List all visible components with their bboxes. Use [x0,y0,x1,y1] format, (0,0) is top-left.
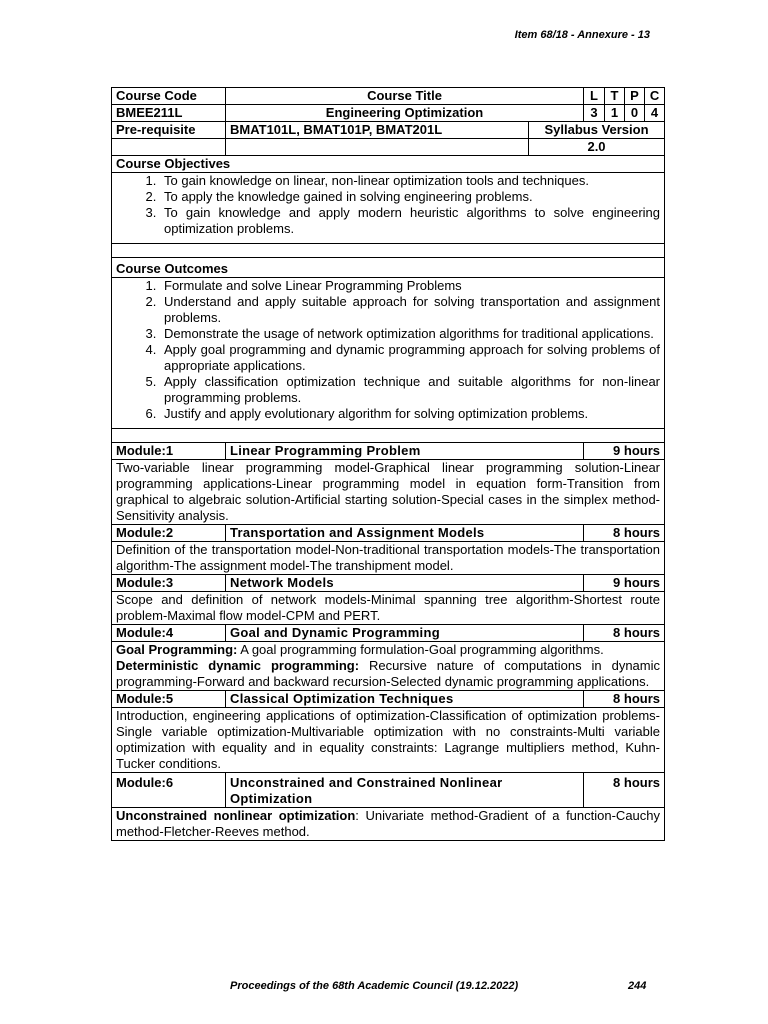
module-content-row [112,542,665,575]
spacer-row [112,429,665,443]
module-subheading: Goal Programming: [116,642,238,657]
module-content-row [112,808,665,841]
module-title: Linear Programming Problem [226,443,584,460]
list-item: 5. Apply classification optimization technique and suitable algorithms for non-linear programming problems. [160,374,660,406]
page-number: 244 [628,980,647,992]
p-label: P [625,88,645,105]
p-value: 0 [625,105,645,122]
course-title: Engineering Optimization [226,105,584,122]
header-reference: Item 68/18 - Annexure - 13 [514,29,650,41]
list-item: 4. Apply goal programming and dynamic programming approach for solving problems of appropriate applications. [160,342,660,374]
syllabus-version-label: Syllabus Version [529,122,665,139]
c-value: 4 [645,105,665,122]
module-header-row [112,525,665,542]
module-header-row [112,773,665,808]
t-value: 1 [605,105,625,122]
spacer-row [112,244,665,258]
t-label: T [605,88,625,105]
module-header-row [112,575,665,592]
module-label: Module:4 [112,625,226,642]
objectives-heading: Course Objectives [112,156,665,173]
syllabus-table [111,87,665,841]
module-hours: 9 hours [584,575,665,592]
l-label: L [584,88,605,105]
footer-text: Proceedings of the 68th Academic Council (19.12.2022) [230,980,519,992]
module-subheading: Deterministic dynamic programming: [116,658,360,673]
list-item: 2. To apply the knowledge gained in solving engineering problems. [160,189,660,205]
module-label: Module:2 [112,525,226,542]
prereq-label: Pre-requisite [112,122,226,139]
module-hours: 8 hours [584,525,665,542]
version-row [112,139,665,156]
module-paragraph: Deterministic dynamic programming: Recursive nature of computations in dynamic programming-Forward and backward recursion-Selected dynamic programming applications. [116,658,661,689]
module-content [112,642,665,691]
module-subheading: Unconstrained nonlinear optimization [116,808,356,823]
course-header-row [112,88,665,105]
outcomes-heading: Course Outcomes [112,258,665,278]
list-item: 2. Understand and apply suitable approach for solving transportation and assignment problems. [160,294,660,326]
list-item: 3. Demonstrate the usage of network optimization algorithms for traditional applications. [160,326,660,342]
outcomes-heading-row [112,258,665,278]
module-header-row [112,625,665,642]
module-title: Goal and Dynamic Programming [226,625,584,642]
list-item: 6. Justify and apply evolutionary algorithm for solving optimization problems. [160,406,660,422]
prereq-value: BMAT101L, BMAT101P, BMAT201L [226,122,529,139]
list-item: 1. Formulate and solve Linear Programming Problems [160,278,660,294]
module-content-row [112,708,665,773]
module-paragraph: Goal Programming: A goal programming formulation-Goal programming algorithms. [116,642,604,657]
prereq-row [112,122,665,139]
module-title: Network Models [226,575,584,592]
list-item: 1. To gain knowledge on linear, non-linear optimization tools and techniques. [160,173,660,189]
module-content-row [112,642,665,691]
module-label: Module:3 [112,575,226,592]
module-title: Transportation and Assignment Models [226,525,584,542]
module-hours: 8 hours [584,691,665,708]
module-header-row [112,691,665,708]
module-label: Module:5 [112,691,226,708]
outcomes-list [116,278,660,422]
module-title: Classical Optimization Techniques [226,691,584,708]
l-value: 3 [584,105,605,122]
module-title: Unconstrained and Constrained Nonlinear Optimization [226,773,584,808]
objectives-row [112,173,665,244]
objectives-heading-row [112,156,665,173]
module-label: Module:1 [112,443,226,460]
module-content: Two-variable linear programming model-Graphical linear programming solution-Linear programming applications-Linear programming model in equation form-Transition from graphical to algebraic solution-Artificial starting solution-Special cases in the simplex method-Sensitivity analysis. [112,460,665,525]
module-content: Unconstrained nonlinear optimization: Univariate method-Gradient of a function-Cauchy method-Fletcher-Reeves method. [112,808,665,841]
module-hours: 8 hours [584,773,665,808]
list-item: 3. To gain knowledge and apply modern heuristic algorithms to solve engineering optimization problems. [160,205,660,237]
module-hours: 9 hours [584,443,665,460]
course-code: BMEE211L [112,105,226,122]
course-code-label: Course Code [112,88,226,105]
module-content-row [112,592,665,625]
module-content-row [112,460,665,525]
objectives-list [116,173,660,237]
c-label: C [645,88,665,105]
module-content: Introduction, engineering applications of optimization-Classification of optimization problems-Single variable optimization-Multivariable optimization with no constraints-Multi variable optimization with equality and in equality constraints: Lagrange multipliers method, Kuhn-Tucker conditions. [112,708,665,773]
module-header-row [112,443,665,460]
course-values-row [112,105,665,122]
module-content: Scope and definition of network models-Minimal spanning tree algorithm-Shortest route problem-Maximal flow model-CPM and PERT. [112,592,665,625]
syllabus-version: 2.0 [529,139,665,156]
course-title-label: Course Title [226,88,584,105]
outcomes-row [112,278,665,429]
module-label: Module:6 [112,773,226,808]
module-hours: 8 hours [584,625,665,642]
module-content: Definition of the transportation model-Non-traditional transportation models-The transportation algorithm-The assignment model-The transhipment model. [112,542,665,575]
